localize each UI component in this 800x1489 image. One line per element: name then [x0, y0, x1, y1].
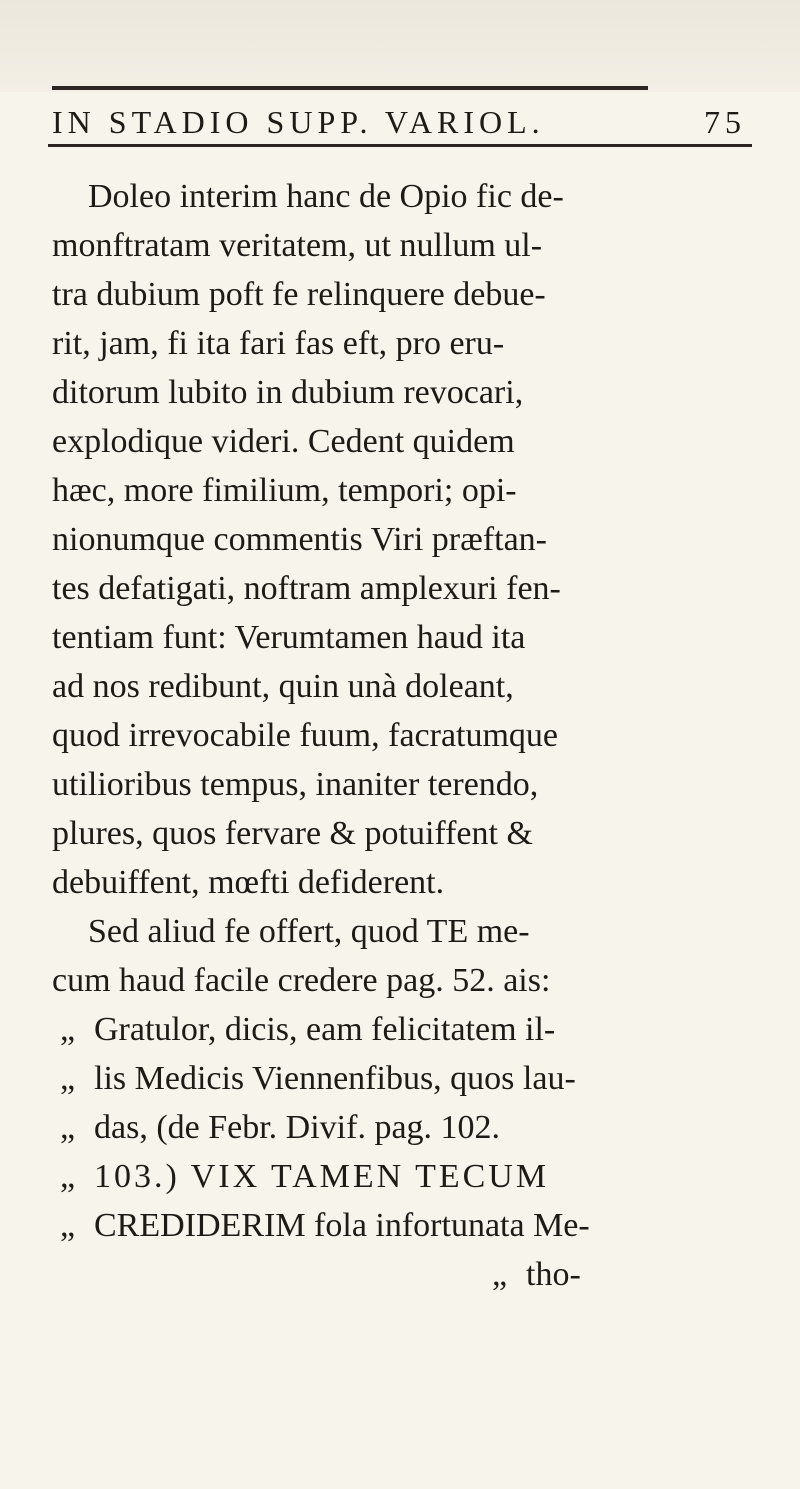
quoted-line: [52, 1152, 752, 1201]
catchword-line: [52, 1250, 752, 1299]
quoted-text: lis Medicis Viennenfibus, quos lau-: [94, 1060, 576, 1097]
text-line: nionumque commentis Viri præftan-: [52, 521, 547, 558]
quote-mark: „: [60, 1207, 76, 1244]
text-line: tra dubium poft fe relinquere debue-: [52, 276, 546, 313]
quoted-text: 103.) VIX TAMEN TECUM: [94, 1158, 550, 1195]
text-line: tentiam funt: Verumtamen haud ita: [52, 619, 526, 656]
header-rule: [48, 144, 752, 147]
quote-mark: „: [60, 1011, 76, 1048]
text-line: debuiffent, mœfti defiderent.: [52, 864, 445, 901]
quoted-text: CREDIDERIM fola infortunata Me-: [94, 1207, 590, 1244]
text-line: cum haud facile credere pag. 52. ais:: [52, 962, 551, 999]
text-line: explodique videri. Cedent quidem: [52, 423, 515, 460]
page-top-shadow: [0, 0, 800, 92]
quoted-line: [52, 1005, 752, 1054]
text-line: rit, jam, fi ita fari fas eft, pro eru-: [52, 325, 505, 362]
text-line: monftratam veritatem, ut nullum ul-: [52, 227, 543, 264]
text-line: quod irrevocabile fuum, facratumque: [52, 717, 559, 754]
quoted-line: [52, 1103, 752, 1152]
text-line: Doleo interim hanc de Opio fic de-: [88, 178, 564, 215]
running-header: [46, 92, 746, 146]
catchword: tho-: [526, 1256, 581, 1293]
text-line: Sed aliud fe offert, quod TE me-: [88, 913, 530, 950]
text-line: tes defatigati, noftram amplexuri fen-: [52, 570, 561, 607]
quote-mark: „: [60, 1109, 76, 1146]
quote-mark: „: [60, 1060, 76, 1097]
quoted-text: das, (de Febr. Divif. pag. 102.: [94, 1109, 501, 1146]
running-title: IN STADIO SUPP. VARIOL.: [52, 104, 545, 140]
quote-mark: „: [492, 1256, 508, 1293]
quote-mark: „: [60, 1158, 76, 1195]
text-line: plures, quos fervare & potuiffent &: [52, 815, 533, 852]
text-line: hæc, more fimilium, tempori; opi-: [52, 472, 517, 509]
quoted-line: [52, 1201, 752, 1250]
text-line: utilioribus tempus, inaniter terendo,: [52, 766, 539, 803]
page-number: 75: [704, 104, 746, 140]
quoted-text: Gratulor, dicis, eam felicitatem il-: [94, 1011, 556, 1048]
text-body: [52, 172, 752, 1299]
quoted-line: [52, 1054, 752, 1103]
text-line: ditorum lubito in dubium revocari,: [52, 374, 524, 411]
text-line: ad nos redibunt, quin unà doleant,: [52, 668, 514, 705]
